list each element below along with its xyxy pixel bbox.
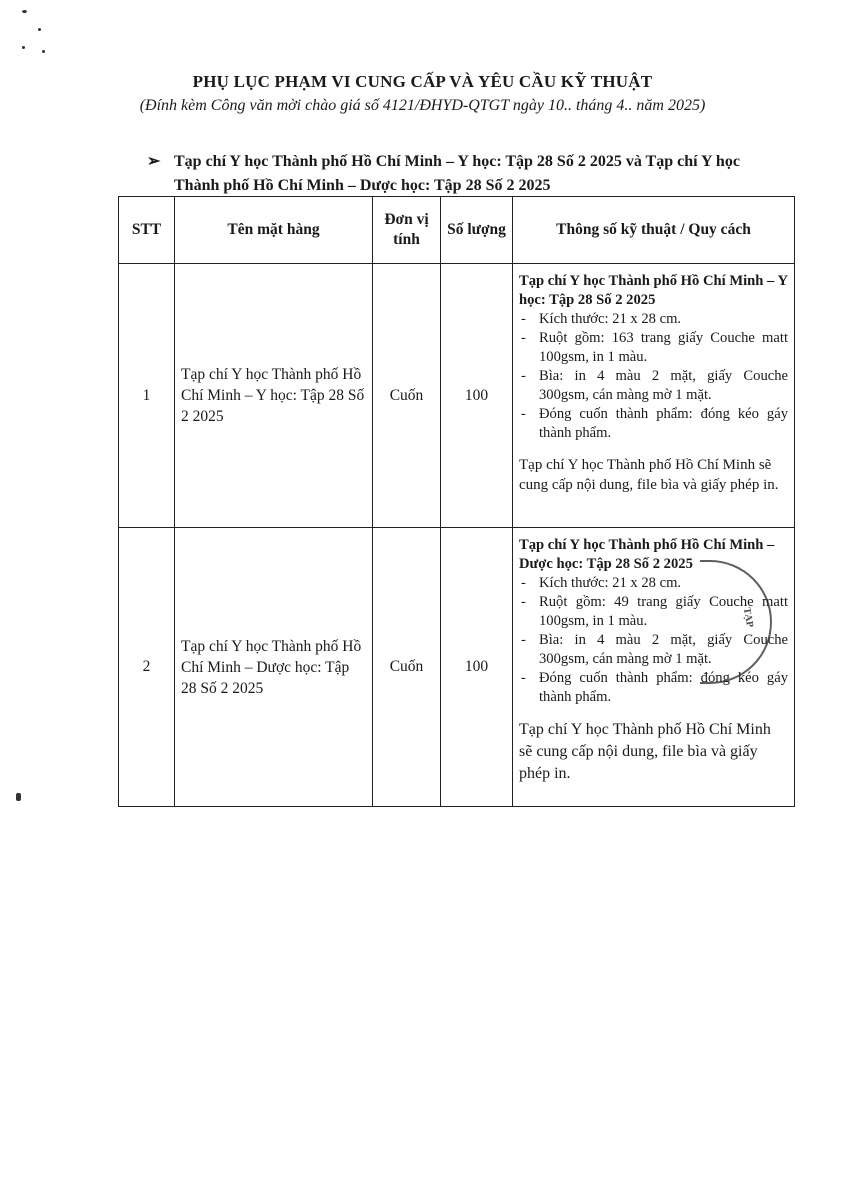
spec-title: Tạp chí Y học Thành phố Hồ Chí Minh – Y học: Tập 28 Số 2 2025 <box>519 273 788 308</box>
header-item-name: Tên mặt hàng <box>175 197 373 264</box>
header-specification: Thông số kỹ thuật / Quy cách <box>513 197 795 264</box>
row-specification <box>513 264 795 528</box>
table-header-row <box>119 197 795 264</box>
row-quantity: 100 <box>441 264 513 528</box>
scan-speck <box>16 793 21 801</box>
spec-title: Tạp chí Y học Thành phố Hồ Chí Minh – Dược học: Tập 28 Số 2 2025 <box>519 537 775 572</box>
header-quantity: Số lượng <box>441 197 513 264</box>
spec-item: - Bìa: in 4 màu 2 mặt, giấy Couche 300gsm, cán màng mờ 1 mặt. <box>519 631 788 669</box>
scan-speck <box>22 46 25 49</box>
spec-item: - Kích thước: 21 x 28 cm. <box>519 310 788 329</box>
document-subtitle: (Đính kèm Công văn mời chào giá số 4121/ĐHYD-QTGT ngày 10.. tháng 4.. năm 2025) <box>139 97 706 114</box>
spec-item: - Kích thước: 21 x 28 cm. <box>519 574 788 593</box>
row-item-name: Tạp chí Y học Thành phố Hồ Chí Minh – Dược học: Tập 28 Số 2 2025 <box>175 528 373 807</box>
scan-speck <box>22 10 27 13</box>
spec-list <box>519 310 788 443</box>
spec-note: Tạp chí Y học Thành phố Hồ Chí Minh sẽ cung cấp nội dung, file bìa và giấy phép in. <box>519 457 779 493</box>
document-title: PHỤ LỤC PHẠM VI CUNG CẤP VÀ YÊU CẦU KỸ THUẬT <box>192 72 653 91</box>
spec-item: - Đóng cuốn thành phẩm: đóng kéo gáy thành phẩm. <box>519 669 788 707</box>
table-row <box>119 264 795 528</box>
scan-speck <box>38 28 41 31</box>
row-stt: 2 <box>119 528 175 807</box>
header-unit: Đơn vị tính <box>373 197 441 264</box>
table-row <box>119 528 795 807</box>
spec-note: Tạp chí Y học Thành phố Hồ Chí Minh sẽ cung cấp nội dung, file bìa và giấy phép in. <box>519 721 771 782</box>
row-unit: Cuốn <box>373 528 441 807</box>
spec-item: - Đóng cuốn thành phẩm: đóng kéo gáy thành phẩm. <box>519 405 788 443</box>
specification-table <box>118 196 795 807</box>
arrow-bullet-icon: ➢ <box>147 153 161 170</box>
row-stt: 1 <box>119 264 175 528</box>
scan-speck <box>42 50 45 53</box>
row-item-name: Tạp chí Y học Thành phố Hồ Chí Minh – Y học: Tập 28 Số 2 2025 <box>175 264 373 528</box>
stamp-text: TẠP <box>740 606 756 629</box>
header-stt: STT <box>119 197 175 264</box>
section-heading <box>147 150 787 198</box>
spec-item: - Bìa: in 4 màu 2 mặt, giấy Couche 300gsm, cán màng mờ 1 mặt. <box>519 367 788 405</box>
row-quantity: 100 <box>441 528 513 807</box>
spec-item: - Ruột gồm: 49 trang giấy Couche matt 100gsm, in 1 màu. <box>519 593 788 631</box>
row-unit: Cuốn <box>373 264 441 528</box>
spec-item: - Ruột gồm: 163 trang giấy Couche matt 100gsm, in 1 màu. <box>519 329 788 367</box>
section-heading-text: Tạp chí Y học Thành phố Hồ Chí Minh – Y học: Tập 28 Số 2 2025 và Tạp chí Y học Thành phố Hồ Chí Minh – Dược học: Tập 28 Số 2 2025 <box>174 153 740 194</box>
